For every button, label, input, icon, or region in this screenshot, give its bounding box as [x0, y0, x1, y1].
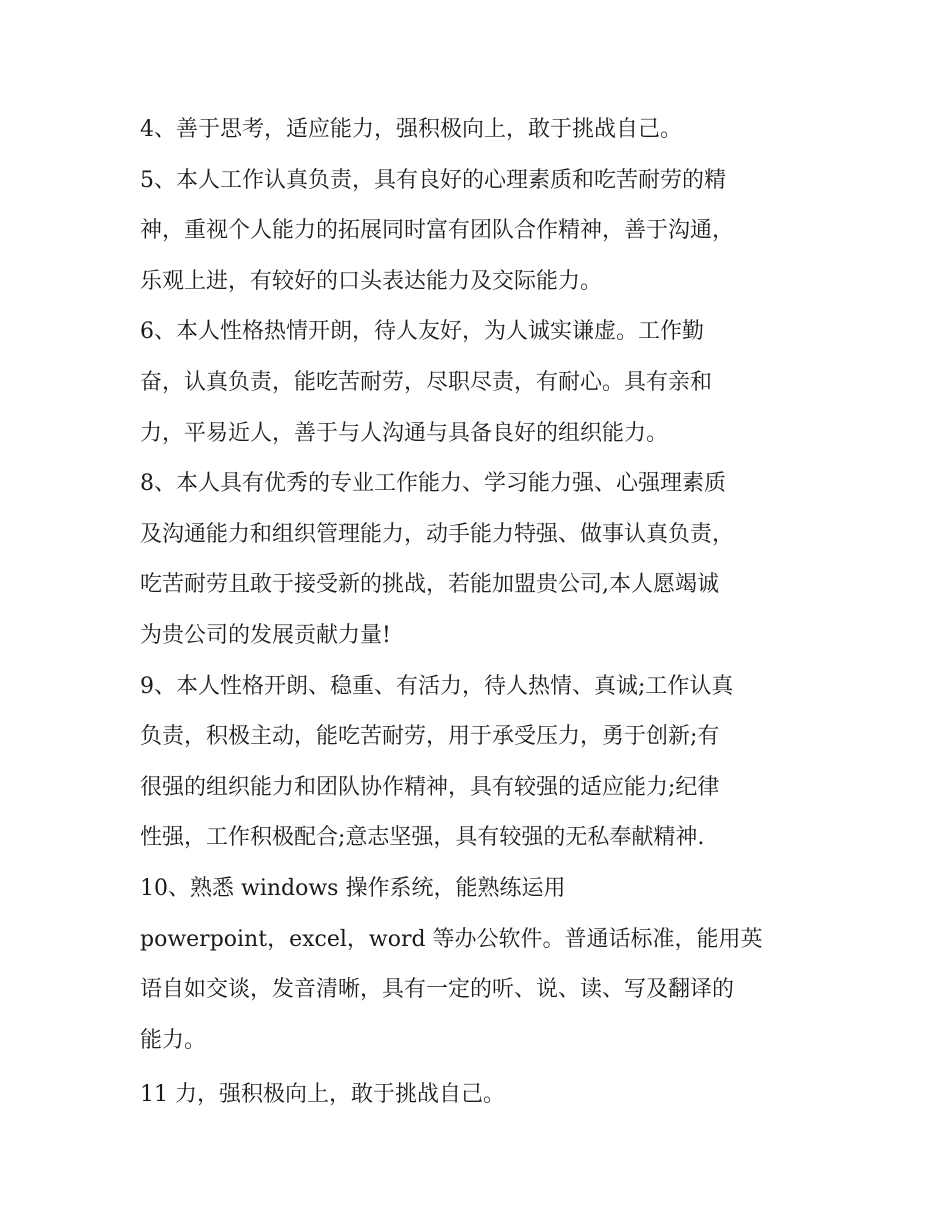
text-line: 4、善于思考，适应能力，强积极向上，敢于挑战自己。: [140, 117, 682, 142]
text-line: 6、本人性格热情开朗，待人友好，为人诚实谦虚。工作勤: [140, 319, 704, 345]
text-line: 9、本人性格开朗、稳重、有活力，待人热情、真诚;工作认真: [140, 673, 734, 699]
text-line: 11 力，强积极向上，敢于挑战自己。: [140, 1082, 505, 1108]
text-line: 8、本人具有优秀的专业工作能力、学习能力强、心强理素质: [140, 471, 726, 497]
text-line: 负责，积极主动，能吃苦耐劳，用于承受压力，勇于创新;有: [140, 724, 720, 750]
text-line: 力，平易近人，善于与人沟通与具备良好的组织能力。: [140, 420, 669, 446]
text-line: 奋，认真负责，能吃苦耐劳，尽职尽责，有耐心。具有亲和: [140, 369, 713, 395]
text-line: 很强的组织能力和团队协作精神，具有较强的适应能力;纪律: [140, 774, 720, 800]
text-line: 乐观上进，有较好的口头表达能力及交际能力。: [140, 268, 603, 294]
text-line: 语自如交谈，发音清晰，具有一定的听、说、读、写及翻译的: [140, 977, 735, 1003]
text-line: 神，重视个人能力的拓展同时富有团队合作精神，善于沟通，: [140, 218, 735, 244]
text-line: 吃苦耐劳且敢于接受新的挑战，若能加盟贵公司,本人愿竭诚: [140, 572, 719, 598]
text-line: powerpoint，excel，word 等办公软件。普通话标准，能用英: [140, 926, 763, 952]
text-line: 为贵公司的发展贡献力量!: [140, 622, 391, 648]
text-line: 性强，工作积极配合;意志坚强，具有较强的无私奉献精神.: [140, 825, 705, 851]
document-body: [140, 105, 820, 1121]
text-line: 及沟通能力和组织管理能力，动手能力特强、做事认真负责，: [140, 521, 735, 547]
text-line: 5、本人工作认真负责，具有良好的心理素质和吃苦耐劳的精: [140, 167, 726, 193]
text-line: 能力。: [140, 1027, 207, 1053]
text-line: 10、熟悉 windows 操作系统，能熟练运用: [140, 875, 566, 901]
